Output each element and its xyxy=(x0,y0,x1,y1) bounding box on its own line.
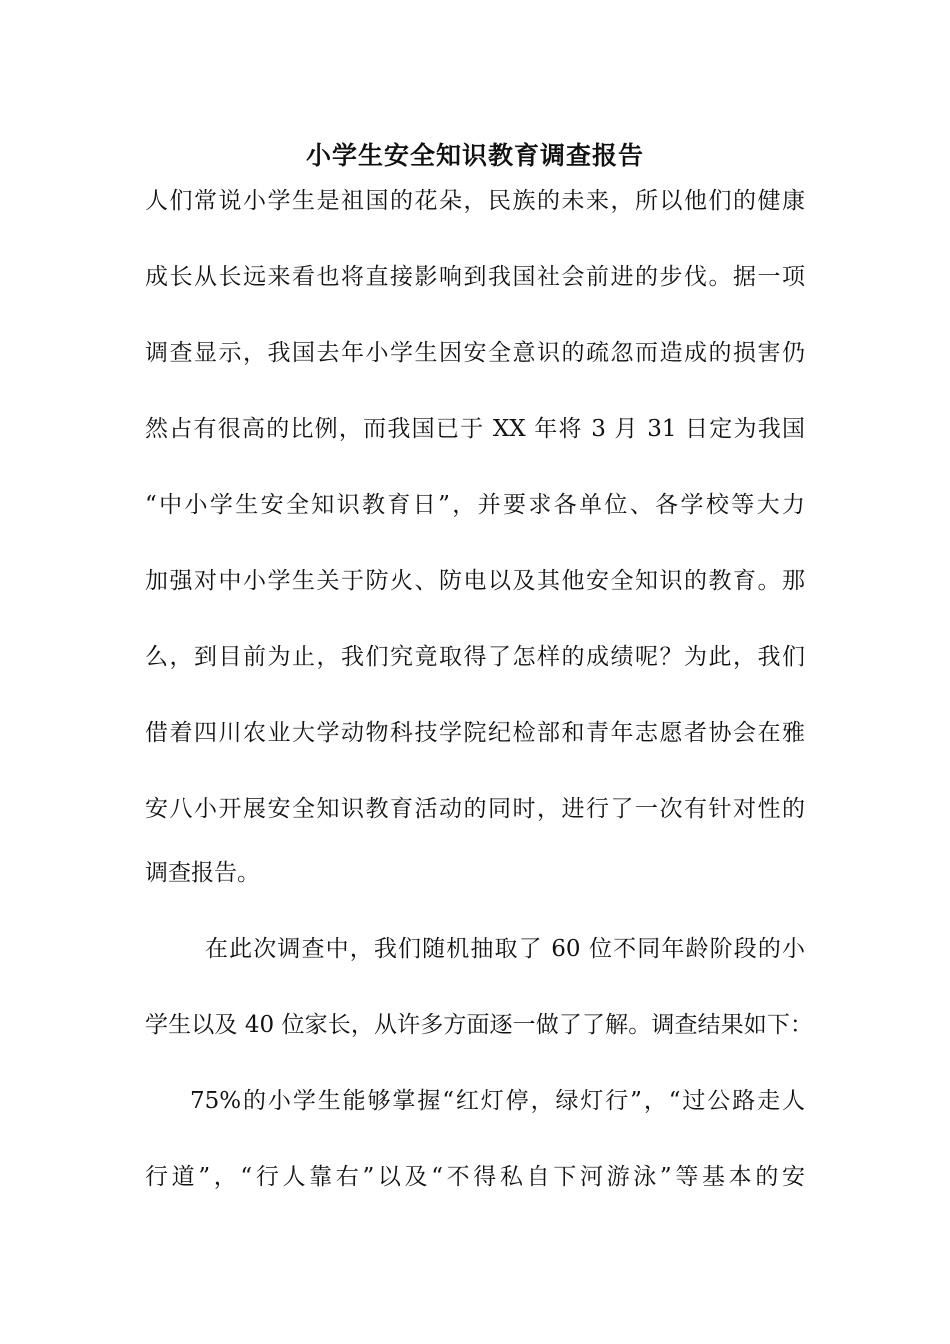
paragraph-line: 然占有很高的比例，而我国已于 XX 年将 3 月 31 日定为我国 xyxy=(145,416,805,442)
paragraph-line: 安八小开展安全知识教育活动的同时，进行了一次有针对性的 xyxy=(145,796,805,822)
document-title: 小学生安全知识教育调查报告 xyxy=(305,141,644,170)
paragraph-line: 行道”，“行人靠右”以及“不得私自下河游泳”等基本的安 xyxy=(145,1164,805,1190)
paragraph-line: “中小学生安全知识教育日”，并要求各单位、各学校等大力 xyxy=(145,492,805,518)
paragraph-line: 加强对中小学生关于防火、防电以及其他安全知识的教育。那 xyxy=(145,568,805,594)
paragraph-line: 借着四川农业大学动物科技学院纪检部和青年志愿者协会在雅 xyxy=(145,720,805,746)
paragraph-line: 调查显示，我国去年小学生因安全意识的疏忽而造成的损害仍 xyxy=(145,340,805,366)
paragraph-line: 调查报告。 xyxy=(145,860,260,886)
paragraph-line: 75%的小学生能够掌握“红灯停，绿灯行”，“过公路走人 xyxy=(190,1088,805,1114)
paragraph-line: 么，到目前为止，我们究竟取得了怎样的成绩呢？为此，我们 xyxy=(145,644,805,670)
paragraph-line: 在此次调查中，我们随机抽取了 60 位不同年龄阶段的小 xyxy=(205,936,805,962)
paragraph-line: 成长从长远来看也将直接影响到我国社会前进的步伐。据一项 xyxy=(145,264,805,290)
paragraph-line: 学生以及 40 位家长，从许多方面逐一做了了解。调查结果如下： xyxy=(145,1012,813,1038)
paragraph-line: 人们常说小学生是祖国的花朵，民族的未来，所以他们的健康 xyxy=(145,188,805,214)
